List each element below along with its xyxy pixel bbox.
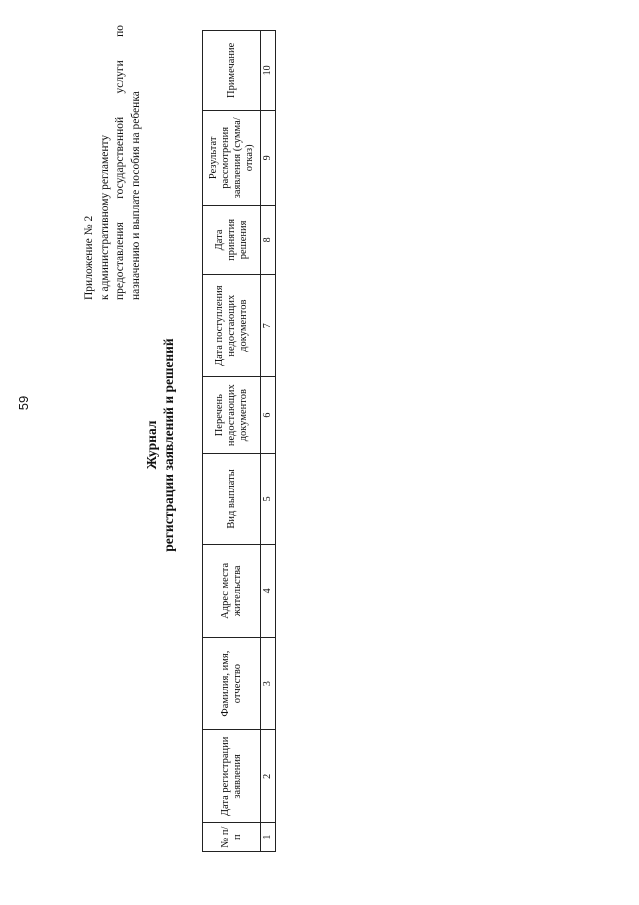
column-number-cell: 2 [261, 730, 276, 823]
column-number-cell: 3 [261, 637, 276, 730]
column-number-cell: 9 [261, 110, 276, 205]
appendix-line-3: предоставления государственной услуги по [114, 25, 126, 300]
header-cell-missing-documents-date: Дата поступления недостающих документов [203, 274, 261, 377]
document-title-line-1: Журнал [144, 420, 159, 470]
registration-journal-table [202, 30, 276, 852]
column-number-cell: 1 [261, 823, 276, 852]
column-number-cell: 4 [261, 544, 276, 637]
header-cell-missing-documents: Перечень недостающих документов [203, 377, 261, 453]
header-cell-address: Адрес места жительства [203, 544, 261, 637]
table-header-row [203, 31, 261, 852]
appendix-note [82, 25, 144, 300]
header-cell-full-name: Фамилия, имя, отчество [203, 637, 261, 730]
column-number-cell: 7 [261, 274, 276, 377]
column-number-cell: 8 [261, 205, 276, 274]
header-cell-number: № п/п [203, 823, 261, 852]
appendix-line-4: назначению и выплате пособия на ребенка [129, 91, 142, 300]
table-column-number-row [261, 31, 276, 852]
page-number: 59 [16, 395, 31, 411]
header-cell-note: Примечание [203, 31, 261, 111]
document-title-line-2: регистрации заявлений и решений [161, 338, 176, 552]
column-number-cell: 5 [261, 453, 276, 544]
document-title [143, 245, 177, 645]
column-number-cell: 10 [261, 31, 276, 111]
header-cell-result: Результат рассмотрения заявления (сумма/отказ) [203, 110, 261, 205]
header-cell-registration-date: Дата регистрации заявления [203, 730, 261, 823]
header-cell-payment-type: Вид выплаты [203, 453, 261, 544]
appendix-line-1: Приложение № 2 [83, 215, 95, 300]
header-cell-decision-date: Дата принятия решения [203, 205, 261, 274]
appendix-line-2: к административному регламенту [98, 134, 111, 300]
column-number-cell: 6 [261, 377, 276, 453]
